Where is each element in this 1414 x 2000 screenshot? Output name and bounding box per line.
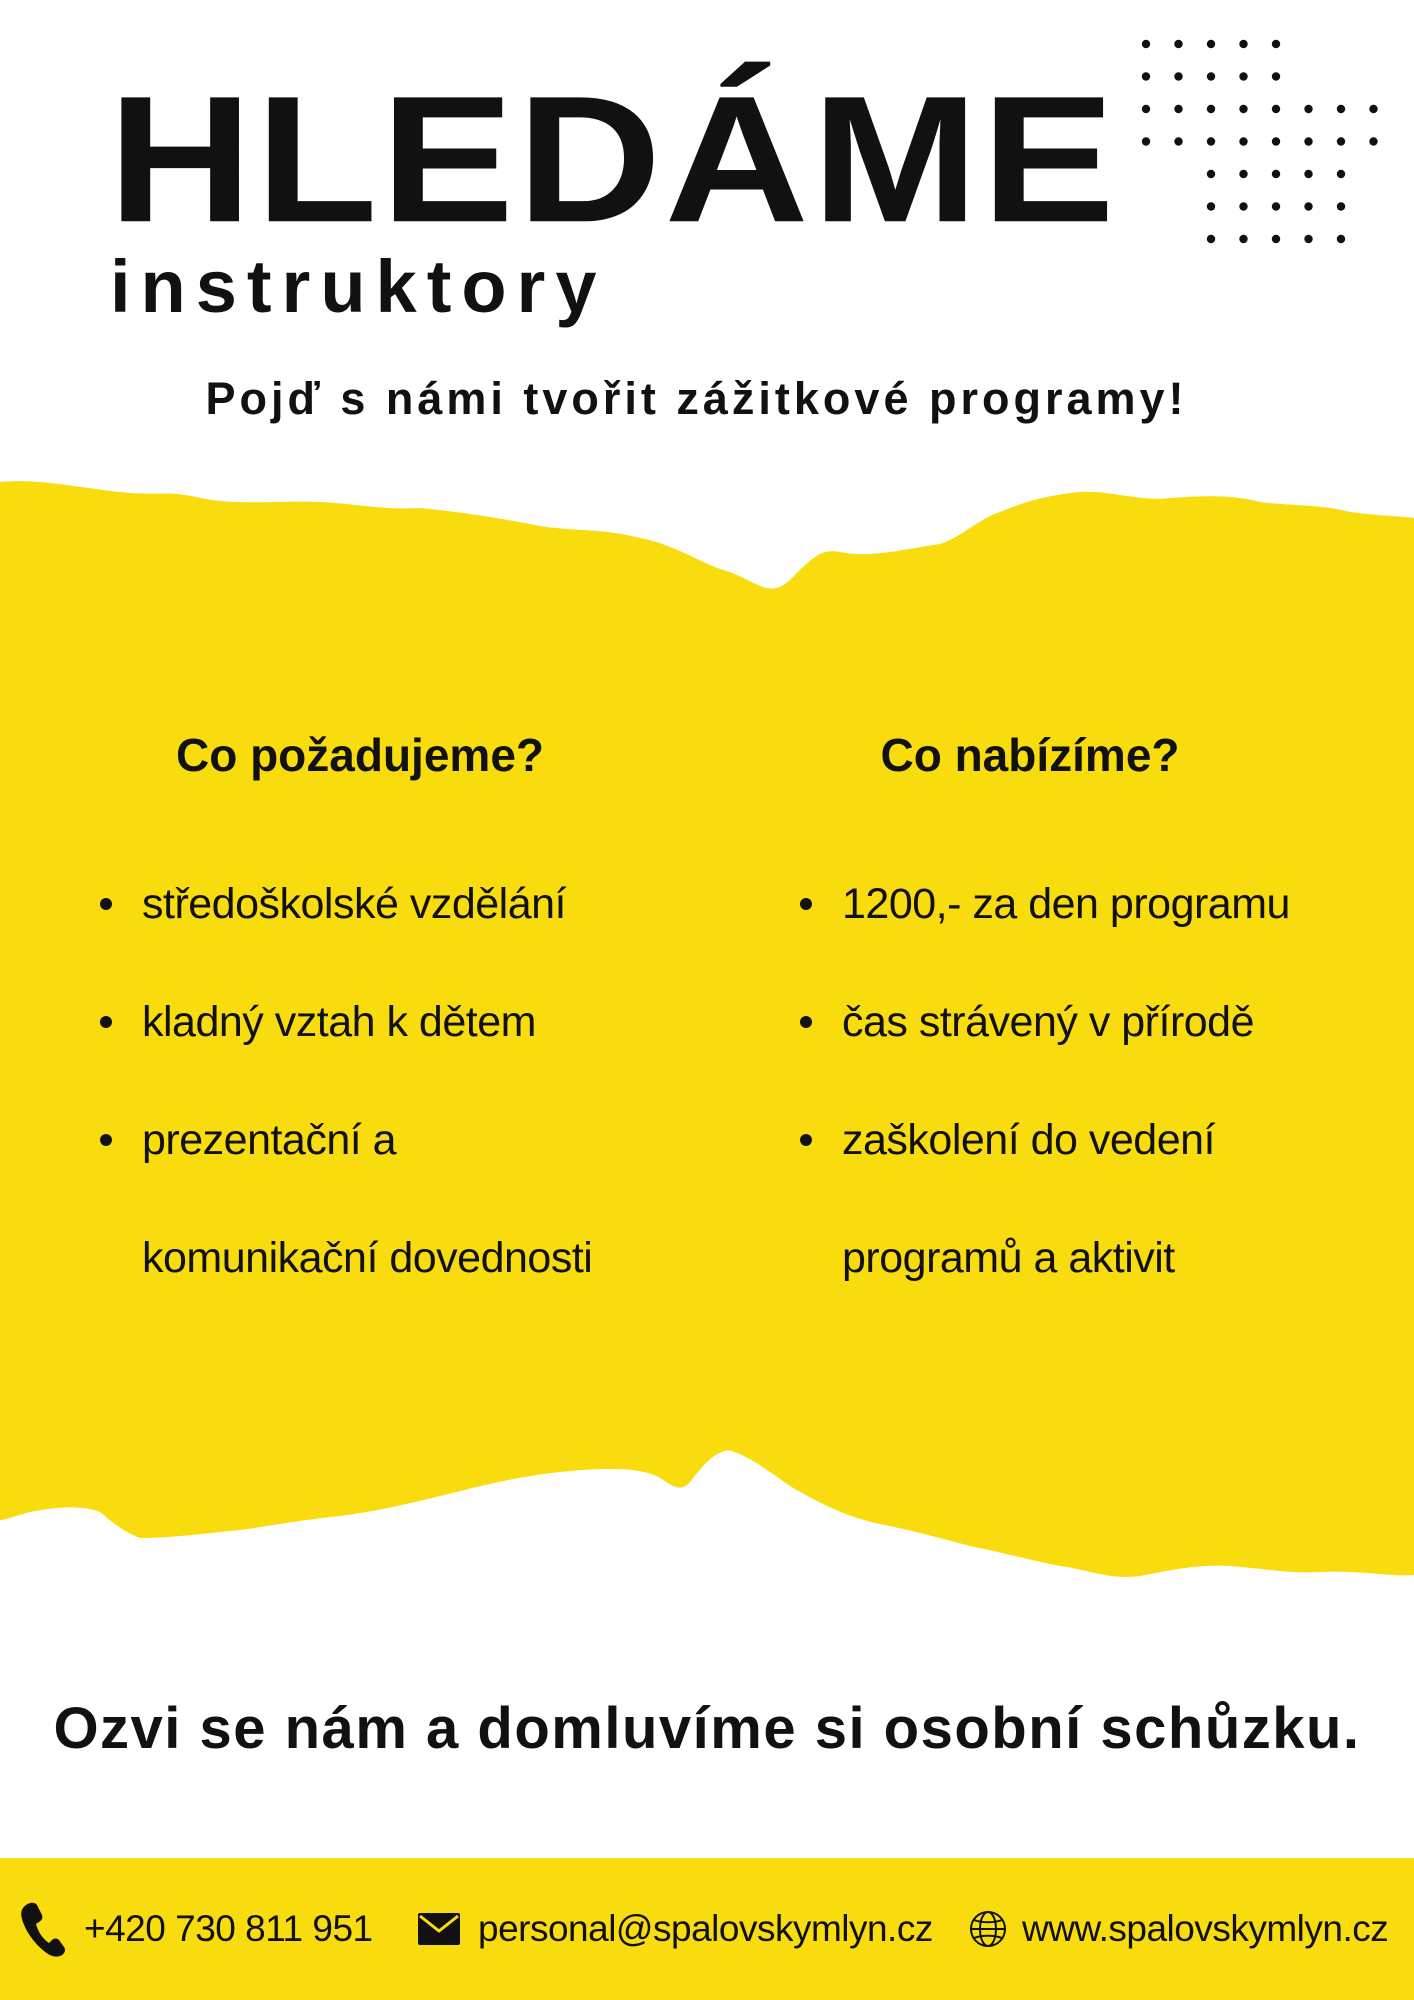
decorative-dot [1239, 137, 1247, 145]
decorative-dot [1272, 137, 1280, 145]
phone-number: +420 730 811 951 [84, 1908, 373, 1949]
decorative-dot [1207, 170, 1215, 178]
call-to-action: Ozvi se nám a domluvíme si osobní schůzku. [53, 1696, 1361, 1761]
list-item [790, 845, 1390, 963]
phone-contact[interactable] [20, 1858, 373, 2000]
decorative-dot [1304, 105, 1312, 113]
decorative-dot [1239, 105, 1247, 113]
decorative-dot [1174, 40, 1182, 48]
offers-list [790, 845, 1390, 1317]
decorative-dot [1207, 105, 1215, 113]
list-item-text: 1200,- za den programu [842, 880, 1290, 928]
decorative-dot [1207, 137, 1215, 145]
list-item-text: čas strávený v přírodě [842, 998, 1255, 1046]
requirements-section [90, 720, 670, 1317]
list-item-text: zaškolení do vedení [842, 1116, 1215, 1164]
decorative-dot [1239, 40, 1247, 48]
decorative-dot [1337, 105, 1345, 113]
decorative-dot [1272, 202, 1280, 210]
email-address: personal@spalovskymlyn.cz [478, 1908, 933, 1949]
subheadline: instruktory [110, 245, 607, 328]
requirements-list [90, 845, 670, 1317]
decorative-dot [1239, 72, 1247, 80]
decorative-dot [1207, 235, 1215, 243]
decorative-dot [1304, 137, 1312, 145]
decorative-dot [1142, 105, 1150, 113]
decorative-dot [1239, 170, 1247, 178]
decorative-dot [1272, 235, 1280, 243]
decorative-dot [1142, 40, 1150, 48]
requirements-title: Co požadujeme? [175, 729, 545, 781]
list-item-text: středoškolské vzdělání [142, 880, 566, 928]
decorative-dot [1272, 170, 1280, 178]
globe-icon [968, 1909, 1008, 1949]
decorative-dot [1272, 40, 1280, 48]
decorative-dot [1304, 202, 1312, 210]
decorative-dot [1239, 202, 1247, 210]
decorative-dot [1337, 235, 1345, 243]
list-item-text: komunikační dovednosti [142, 1234, 593, 1282]
decorative-dot-grid [1130, 30, 1400, 290]
decorative-dot [1369, 105, 1377, 113]
list-item-text: kladný vztah k dětem [142, 998, 536, 1046]
website-url: www.spalovskymlyn.cz [1022, 1908, 1389, 1949]
list-item-text: prezentační a [142, 1116, 397, 1164]
decorative-dot [1239, 235, 1247, 243]
decorative-dot [1369, 137, 1377, 145]
decorative-dot [1142, 72, 1150, 80]
decorative-dot [1337, 202, 1345, 210]
phone-icon [20, 1901, 66, 1957]
decorative-dot [1207, 202, 1215, 210]
envelope-icon [418, 1913, 460, 1945]
decorative-dot [1304, 235, 1312, 243]
footer-contact-bar [0, 1858, 1414, 2000]
headline: HLEDÁME [108, 59, 1118, 260]
tagline: Pojď s námi tvořit zážitkové programy! [205, 373, 1188, 424]
decorative-dot [1174, 137, 1182, 145]
decorative-dot [1207, 72, 1215, 80]
list-item [90, 963, 670, 1081]
decorative-dot [1304, 170, 1312, 178]
list-item [90, 1081, 670, 1317]
offers-section [790, 720, 1390, 1317]
list-item [790, 1081, 1390, 1317]
decorative-dot [1174, 72, 1182, 80]
decorative-dot [1142, 137, 1150, 145]
website-contact[interactable] [968, 1858, 1388, 2000]
decorative-dot [1272, 105, 1280, 113]
decorative-dot [1337, 170, 1345, 178]
decorative-dot [1207, 40, 1215, 48]
list-item-text: programů a aktivit [842, 1234, 1175, 1282]
list-item [790, 963, 1390, 1081]
decorative-dot [1337, 137, 1345, 145]
decorative-dot [1272, 72, 1280, 80]
decorative-dot [1174, 105, 1182, 113]
offers-title: Co nabízíme? [880, 729, 1180, 781]
email-contact[interactable] [418, 1858, 933, 2000]
list-item [90, 845, 670, 963]
